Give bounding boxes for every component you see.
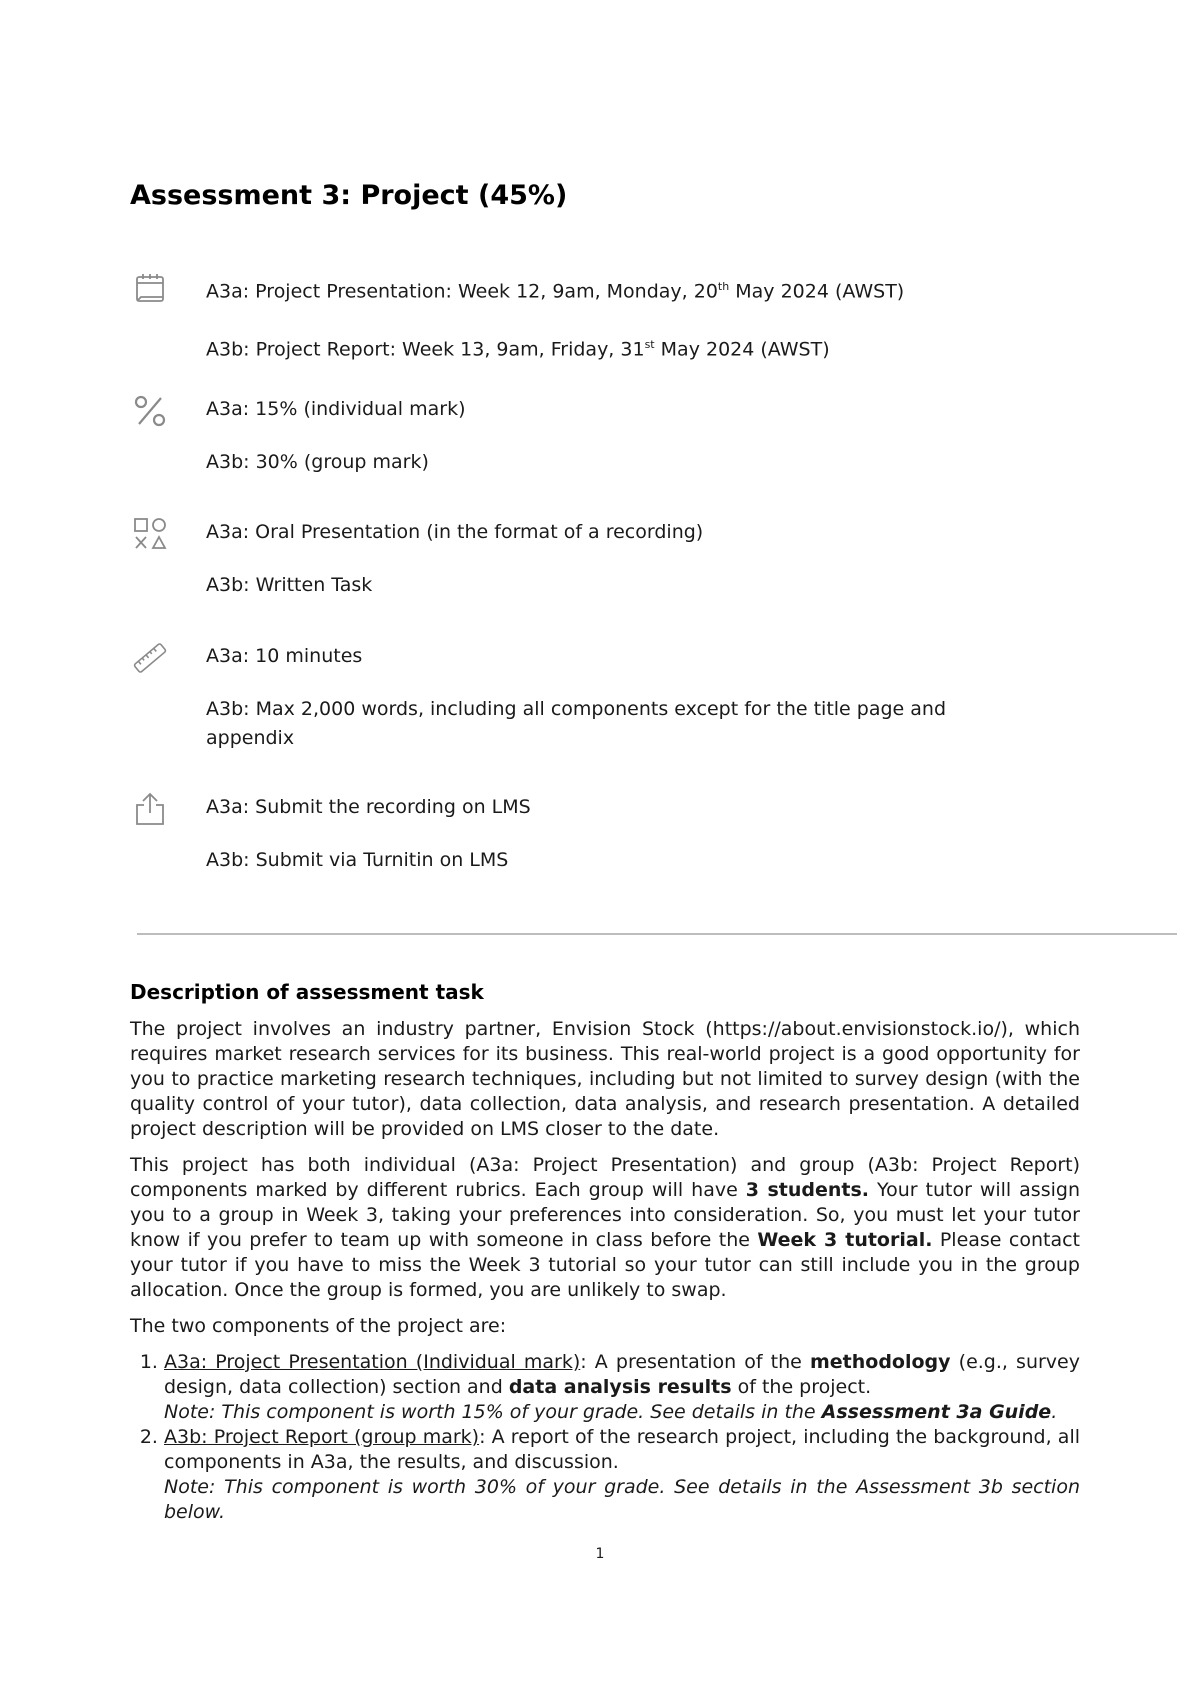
calendar-icon	[132, 270, 168, 306]
submission-a3b: A3b: Submit via Turnitin on LMS	[206, 849, 509, 871]
weighting-a3b: A3b: 30% (group mark)	[206, 451, 429, 473]
format-a3a: A3a: Oral Presentation (in the format of a recording)	[206, 521, 704, 543]
upload-icon	[132, 791, 168, 827]
format-a3b: A3b: Written Task	[206, 574, 373, 596]
description-paragraph-3: The two components of the project are:	[130, 1315, 507, 1337]
description-heading: Description of assessment task	[130, 980, 484, 1004]
ruler-icon	[132, 640, 168, 676]
section-divider	[137, 933, 1177, 935]
page-title: Assessment 3: Project (45%)	[130, 180, 568, 211]
components-list	[130, 1350, 1080, 1525]
length-a3b: A3b: Max 2,000 words, including all components except for the title page and appendix	[206, 698, 947, 749]
page-number: 1	[595, 1546, 605, 1562]
weighting-a3a: A3a: 15% (individual mark)	[206, 398, 466, 420]
length-a3a: A3a: 10 minutes	[206, 645, 363, 667]
description-section	[130, 980, 1080, 1525]
list-item: 1. A3a: Project Presentation (Individual mark): A presentation of the methodology (e.g., survey design, data collection) section and data analysis results of the project. Note: This component is worth 15% of your grade. See details in the Assessment 3a Guide.	[164, 1350, 1080, 1425]
dates-a3a: A3a: Project Presentation: Week 12, 9am, Monday, 20th May 2024 (AWST)	[206, 280, 905, 303]
shapes-icon	[132, 516, 168, 552]
description-paragraph-2: This project has both individual (A3a: Project Presentation) and group (A3b: Project Report) components marked by different rubrics. Each group will have 3 students. Your tutor will assign you to a group in Week 3, taking your preferences into consideration. So, you must let your tutor know if you prefer to team up with someone in class before the Week 3 tutorial. Please contact your tutor if you have to miss the Week 3 tutorial so your tutor can still include you in the group allocation. Once the group is formed, you are unlikely to swap.	[130, 1154, 1081, 1301]
dates-a3b: A3b: Project Report: Week 13, 9am, Friday, 31st May 2024 (AWST)	[206, 338, 830, 361]
percent-icon	[132, 393, 168, 429]
description-paragraph-1: The project involves an industry partner, Envision Stock (https://about.envisionstock.io/), which requires market research services for its business. This real-world project is a good opportunity for you to practice marketing research techniques, including but not limited to survey design (with the quality control of your tutor), data collection, data analysis, and research presentation. A detailed project description will be provided on LMS closer to the date.	[130, 1018, 1080, 1140]
submission-a3a: A3a: Submit the recording on LMS	[206, 796, 531, 818]
list-item: 2. A3b: Project Report (group mark): A report of the research project, including the background, all components in A3a, the results, and discussion. Note: This component is worth 30% of your grade. See details in the Assessment 3b section below.	[164, 1425, 1080, 1525]
